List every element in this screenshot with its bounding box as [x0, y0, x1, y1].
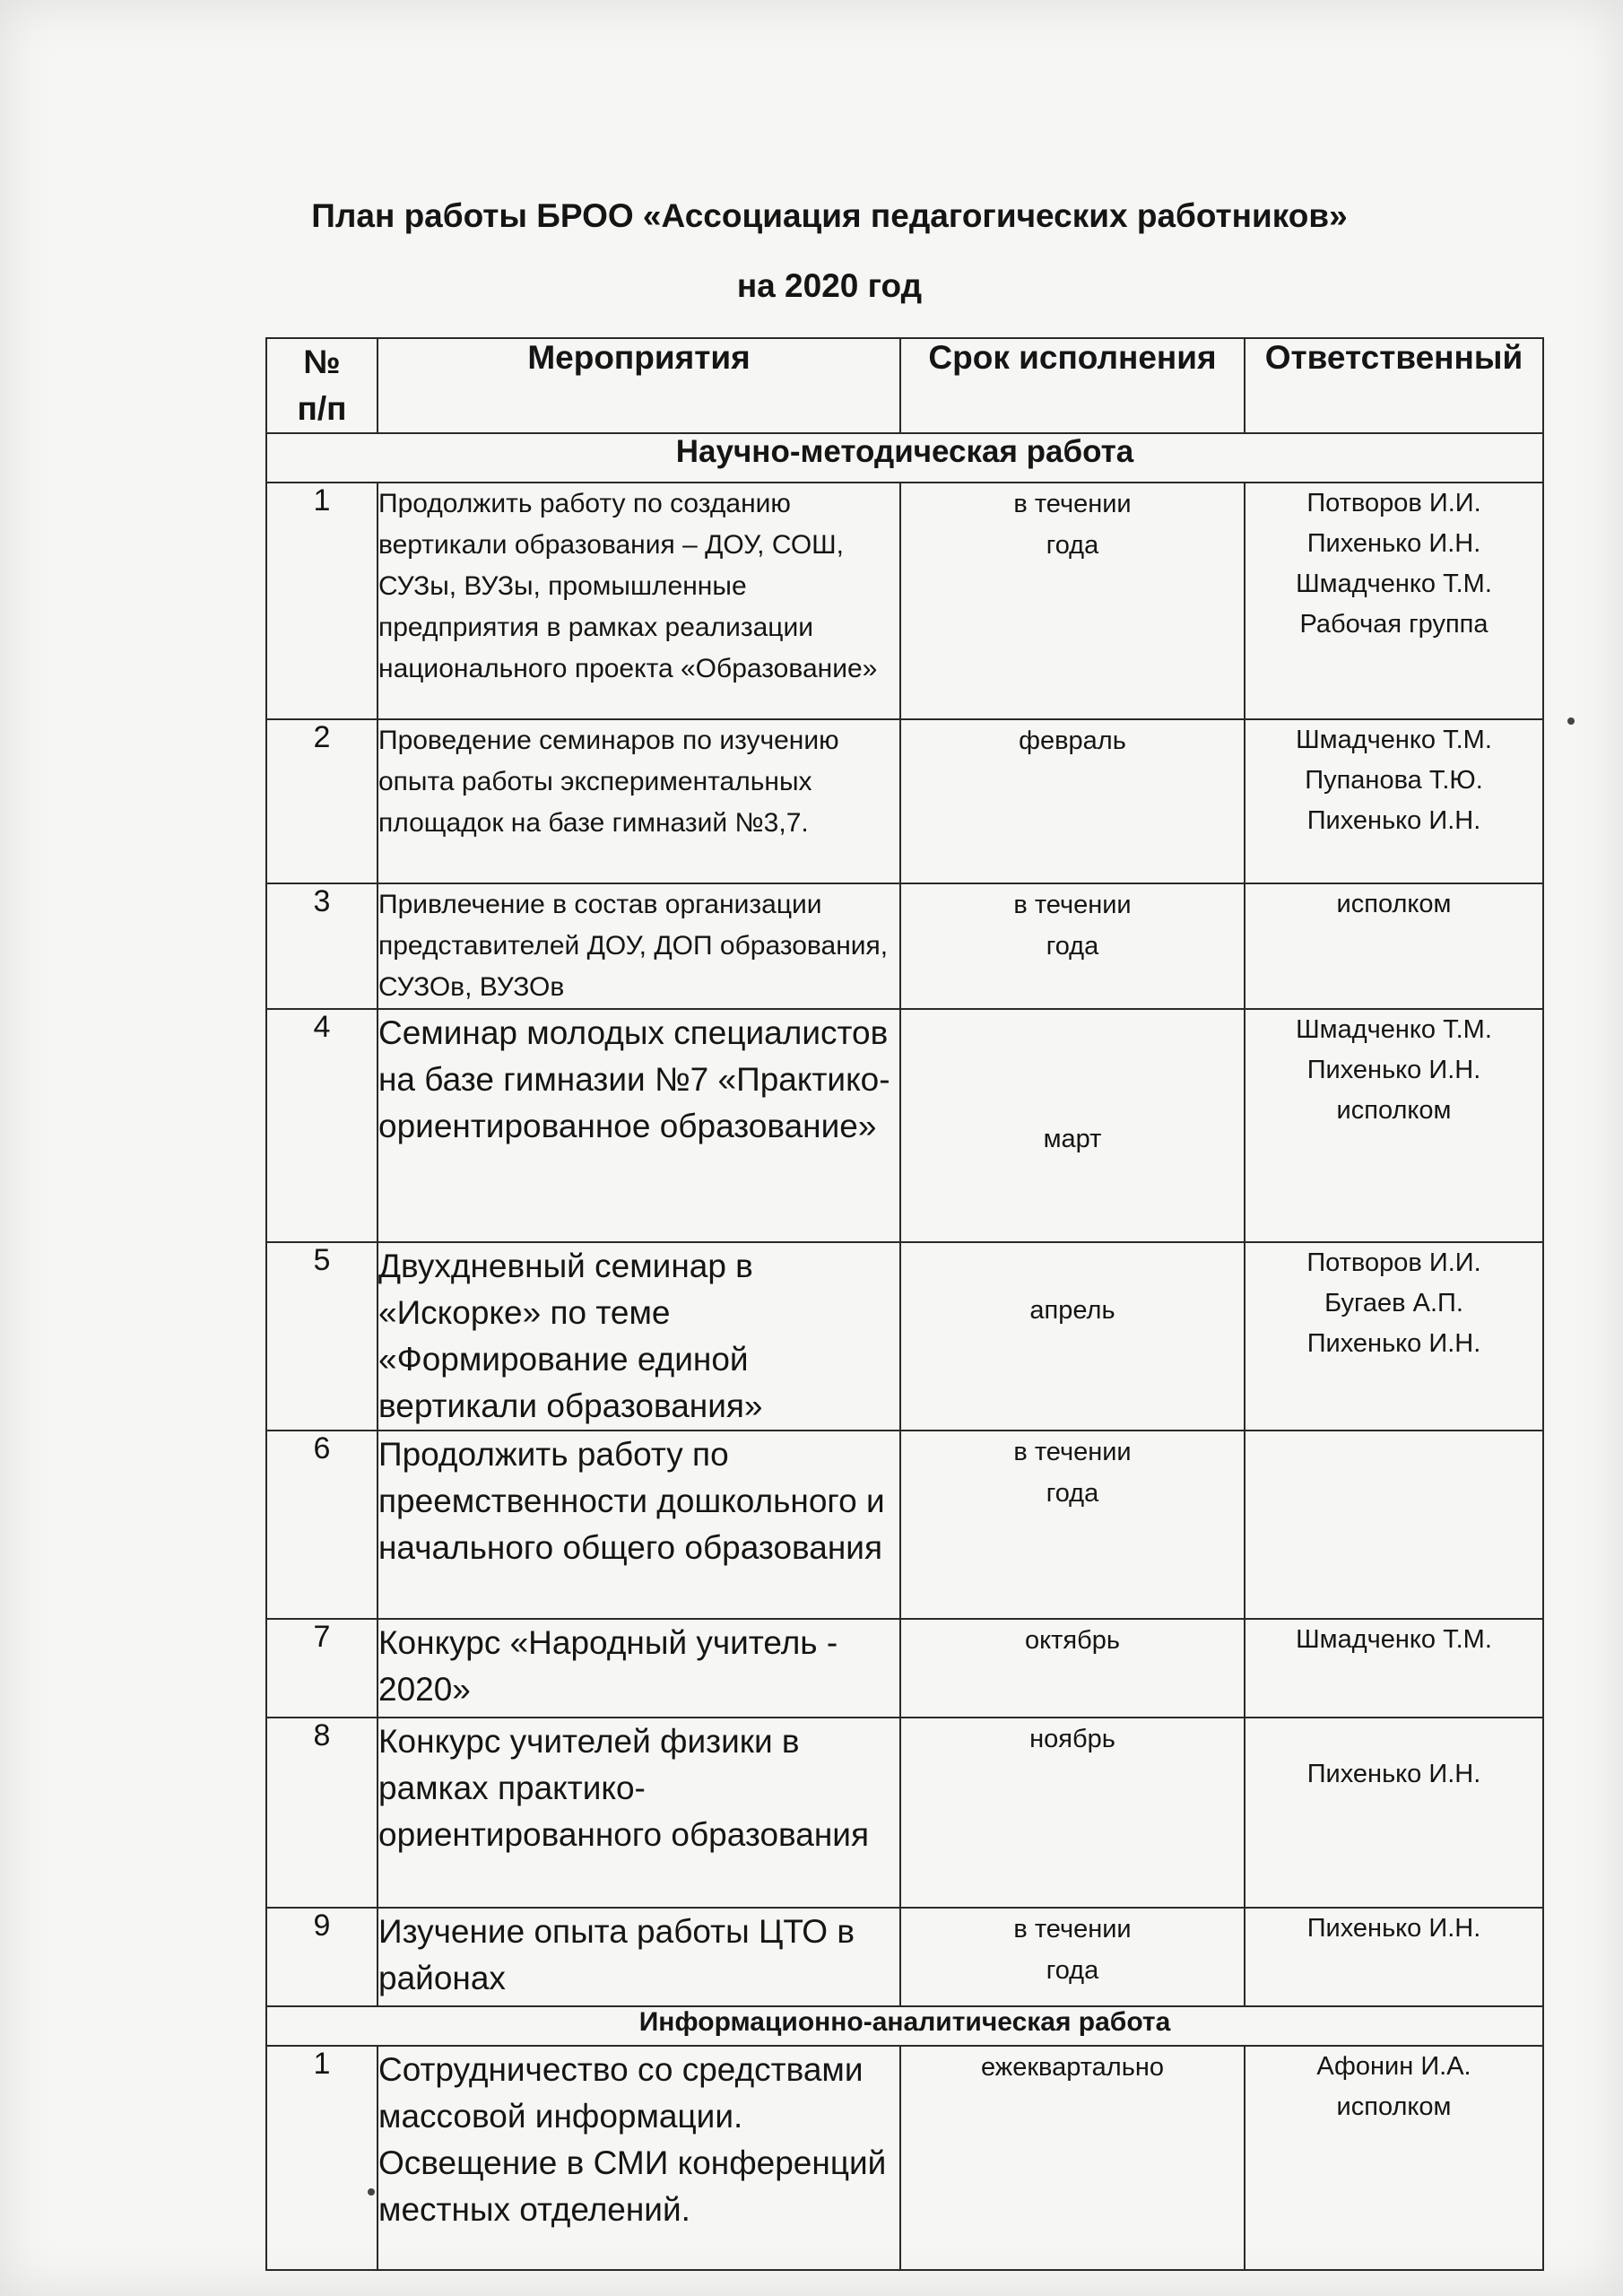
row-activity: Сотрудничество со средствами массовой информации. Освещение в СМИ конференций местных отделений. — [378, 2046, 900, 2270]
row-term: октябрь — [900, 1619, 1245, 1718]
row-activity: Изучение опыта работы ЦТО в районах — [378, 1908, 900, 2006]
header-activity: Мероприятия — [378, 338, 900, 433]
table-row — [266, 1431, 1543, 1619]
table-row — [266, 483, 1543, 719]
row-activity: Привлечение в состав организации представителей ДОУ, ДОП образования, СУЗОв, ВУЗОв — [378, 883, 900, 1009]
row-activity: Двухдневный семинар в «Искорке» по теме «Формирование единой вертикали образования» — [378, 1242, 900, 1431]
row-number: 4 — [266, 1009, 378, 1242]
row-responsible: Потворов И.И. Бугаев А.П. Пихенько И.Н. — [1245, 1242, 1543, 1431]
row-activity: Конкурс «Народный учитель - 2020» — [378, 1619, 900, 1718]
row-number: 1 — [266, 2046, 378, 2270]
row-responsible — [1245, 1431, 1543, 1619]
table-row — [266, 1009, 1543, 1242]
row-number: 8 — [266, 1718, 378, 1908]
row-activity: Продолжить работу по преемственности дошкольного и начального общего образования — [378, 1431, 900, 1619]
header-term: Срок исполнения — [900, 338, 1245, 433]
row-responsible: Шмадченко Т.М. Пихенько И.Н. исполком — [1245, 1009, 1543, 1242]
row-term: апрель — [900, 1242, 1245, 1431]
row-number: 2 — [266, 719, 378, 883]
row-number: 6 — [266, 1431, 378, 1619]
row-responsible: Потворов И.И. Пихенько И.Н. Шмадченко Т.М. Рабочая группа — [1245, 483, 1543, 719]
table-row — [266, 719, 1543, 883]
row-number: 1 — [266, 483, 378, 719]
scan-speck — [1567, 718, 1575, 725]
row-term: в течении года — [900, 883, 1245, 1009]
table-row — [266, 1619, 1543, 1718]
document-subtitle: на 2020 год — [736, 267, 923, 304]
row-term: в течении года — [900, 1908, 1245, 2006]
row-activity: Продолжить работу по созданию вертикали образования – ДОУ, СОШ, СУЗы, ВУЗы, промышленные предприятия в рамках реализации национального проекта «Образование» — [378, 483, 900, 719]
scan-speck — [368, 2188, 375, 2196]
row-responsible: Пихенько И.Н. — [1245, 1908, 1543, 2006]
document-title: План работы БРОО «Ассоциация педагогических работников» — [311, 197, 1348, 234]
plan-table — [265, 337, 1544, 2271]
row-responsible: исполком — [1245, 883, 1543, 1009]
row-term: в течении года — [900, 483, 1245, 719]
row-term: февраль — [900, 719, 1245, 883]
row-number: 9 — [266, 1908, 378, 2006]
table-row — [266, 1718, 1543, 1908]
section-title: Научно-методическая работа — [266, 433, 1543, 483]
row-activity: Семинар молодых специалистов на базе гимназии №7 «Практико-ориентированное образование» — [378, 1009, 900, 1242]
row-activity: Проведение семинаров по изучению опыта работы экспериментальных площадок на базе гимназий №3,7. — [378, 719, 900, 883]
section-title: Информационно-аналитическая работа — [266, 2006, 1543, 2046]
row-responsible: Шмадченко Т.М. — [1245, 1619, 1543, 1718]
table-row — [266, 883, 1543, 1009]
row-term: март — [900, 1009, 1245, 1242]
row-term: ноябрь — [900, 1718, 1245, 1908]
table-row — [266, 1908, 1543, 2006]
row-number: 5 — [266, 1242, 378, 1431]
table-row — [266, 1242, 1543, 1431]
row-term: в течении года — [900, 1431, 1245, 1619]
row-responsible: Шмадченко Т.М. Пупанова Т.Ю. Пихенько И.Н. — [1245, 719, 1543, 883]
row-number: 7 — [266, 1619, 378, 1718]
header-number: № п/п — [266, 338, 378, 433]
row-activity: Конкурс учителей физики в рамках практико-ориентированного образования — [378, 1718, 900, 1908]
header-responsible: Ответственный — [1245, 338, 1543, 433]
row-responsible: Афонин И.А. исполком — [1245, 2046, 1543, 2270]
row-term: ежеквартально — [900, 2046, 1245, 2270]
row-responsible: Пихенько И.Н. — [1245, 1718, 1543, 1908]
row-number: 3 — [266, 883, 378, 1009]
table-row — [266, 2046, 1543, 2270]
